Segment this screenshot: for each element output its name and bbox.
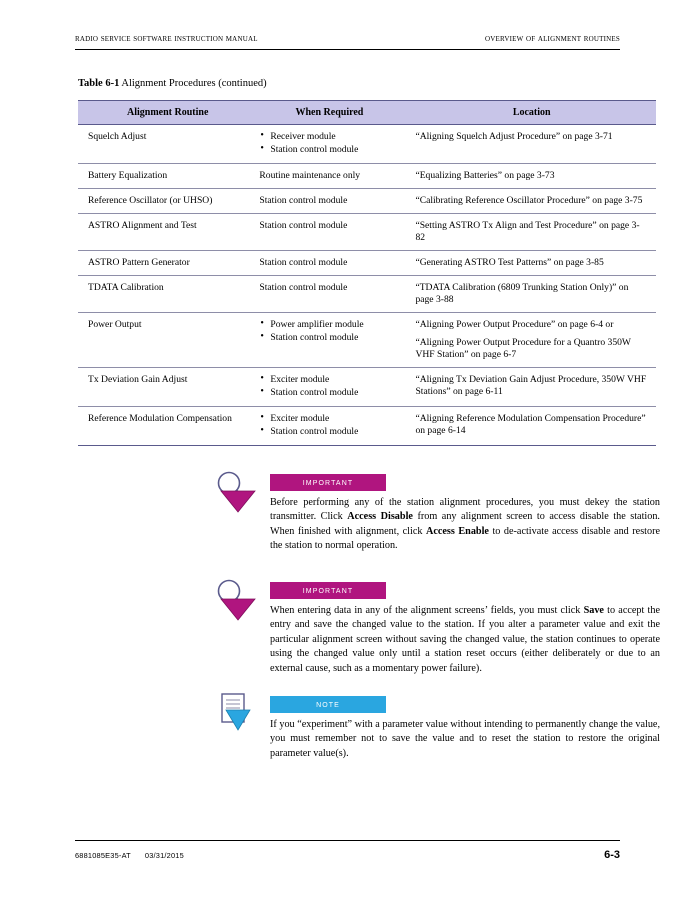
table-row: [78, 188, 656, 213]
footer-date: 03/31/2015: [144, 851, 184, 860]
running-header: [75, 34, 620, 44]
cell-when-required: [251, 406, 407, 445]
table-row: [78, 163, 656, 188]
cell-alignment-routine: Battery Equalization: [78, 163, 251, 188]
list-item: • Exciter module: [259, 374, 399, 386]
footer-doc-info: [75, 851, 184, 860]
cell-location: [407, 163, 656, 188]
table-row: [78, 213, 656, 250]
table-caption-text: Alignment Procedures (continued): [121, 78, 267, 89]
table-header-row: [78, 101, 656, 125]
cell-alignment-routine: Reference Modulation Compensation: [78, 406, 251, 445]
cell-alignment-routine: Power Output: [78, 312, 251, 367]
magnifier-icon-svg: [212, 578, 260, 622]
cell-when-required: Station control module: [251, 213, 407, 250]
cell-alignment-routine: ASTRO Pattern Generator: [78, 250, 251, 275]
location-reference: “Aligning Reference Modulation Compensation Procedure” on page 6-14: [415, 412, 646, 436]
magnifier-icon: [212, 578, 260, 618]
table-row: [78, 312, 656, 367]
cell-location: [407, 250, 656, 275]
cell-location: [407, 213, 656, 250]
admonition-banner-important-1: important: [270, 474, 386, 491]
footer-doc-number: 6881085E35-AT: [75, 851, 131, 860]
note-page-icon-svg: [216, 692, 260, 736]
location-reference: “Calibrating Reference Oscillator Procedure” on page 3-75: [415, 194, 643, 206]
when-required-list: [259, 319, 399, 344]
admonition-banner-note: note: [270, 696, 386, 713]
alignment-procedures-table: [78, 100, 656, 446]
list-item: • Station control module: [259, 387, 399, 399]
admonition-body-1: Before performing any of the station alignment procedures, you must dekey the station transmitter. Click Access Disable from any alignment screen to access disable the station. When finished with alignment, click Access Enable to de-activate access disable and restore the station to normal operation.: [270, 497, 660, 552]
cell-location: [407, 125, 656, 164]
column-header-routine: Alignment Routine: [78, 101, 251, 125]
admonition-body-2: When entering data in any of the alignment screens’ fields, you must click Save to accept the entry and save the changed value to the station. If you alter a parameter value and exit the particular alignment screen without saving the changed value, the station continues to operate using the changed value only until a station reset occurs (either deliberately or due to an external cause, such as a momentary power failure).: [270, 605, 660, 674]
cell-when-required: [251, 312, 407, 367]
page-number: 6-3: [604, 849, 620, 861]
when-required-list: [259, 374, 399, 399]
table-caption: [78, 78, 267, 89]
header-right-title: overview of alignment routines: [485, 34, 620, 44]
note-page-icon: [212, 692, 260, 732]
cell-alignment-routine: TDATA Calibration: [78, 275, 251, 312]
cell-location: [407, 406, 656, 445]
table-row: [78, 125, 656, 164]
cell-alignment-routine: Tx Deviation Gain Adjust: [78, 367, 251, 406]
cell-location: [407, 367, 656, 406]
cell-when-required: Station control module: [251, 188, 407, 213]
location-reference: “Generating ASTRO Test Patterns” on page 3-85: [415, 256, 604, 268]
admonition-banner-important-2: important: [270, 582, 386, 599]
list-item: • Exciter module: [259, 413, 399, 425]
location-reference: “Aligning Squelch Adjust Procedure” on page 3-71: [415, 131, 613, 142]
cell-location: [407, 188, 656, 213]
cell-when-required: Station control module: [251, 275, 407, 312]
list-item: • Receiver module: [259, 131, 399, 143]
cell-alignment-routine: ASTRO Alignment and Test: [78, 213, 251, 250]
header-left-title: radio service software instruction manual: [75, 34, 258, 44]
column-header-location: Location: [407, 101, 656, 125]
footer-divider: [75, 840, 620, 841]
when-required-list: [259, 413, 399, 438]
page-footer: [75, 849, 620, 861]
column-header-when: When Required: [251, 101, 407, 125]
location-reference: “Setting ASTRO Tx Align and Test Procedure” on page 3-82: [415, 219, 640, 243]
list-item: • Station control module: [259, 144, 399, 156]
table-caption-label: Table 6-1: [78, 78, 120, 89]
table-row: [78, 275, 656, 312]
location-reference: “Equalizing Batteries” on page 3-73: [415, 169, 555, 181]
header-divider: [75, 49, 620, 50]
location-reference: “TDATA Calibration (6809 Trunking Station Only)” on page 3-88: [415, 281, 629, 305]
cell-location: [407, 275, 656, 312]
admonition-body-3: If you “experiment” with a parameter value without intending to permanently change the value, you must remember not to save the value and to reset the station to restore the original parameter value(s).: [270, 719, 660, 759]
list-item: • Station control module: [259, 426, 399, 438]
cell-when-required: [251, 367, 407, 406]
list-item: • Station control module: [259, 332, 399, 344]
list-item: • Power amplifier module: [259, 319, 399, 331]
location-reference: “Aligning Power Output Procedure for a Quantro 350W VHF Station” on page 6-7: [415, 336, 631, 360]
location-reference: “Aligning Tx Deviation Gain Adjust Procedure, 350W VHF Stations” on page 6-11: [415, 373, 647, 397]
cell-when-required: [251, 125, 407, 164]
cell-when-required: Station control module: [251, 250, 407, 275]
table-row: [78, 406, 656, 445]
table-body: [78, 125, 656, 446]
cell-when-required: Routine maintenance only: [251, 163, 407, 188]
magnifier-icon: [212, 470, 260, 510]
table-row: [78, 367, 656, 406]
magnifier-icon-svg: [212, 470, 260, 514]
cell-alignment-routine: Squelch Adjust: [78, 125, 251, 164]
cell-location: [407, 312, 656, 367]
table-head: [78, 101, 656, 125]
location-reference: “Aligning Power Output Procedure” on page 6-4 or: [415, 318, 614, 330]
cell-alignment-routine: Reference Oscillator (or UHSO): [78, 188, 251, 213]
when-required-list: [259, 131, 399, 156]
table-row: [78, 250, 656, 275]
